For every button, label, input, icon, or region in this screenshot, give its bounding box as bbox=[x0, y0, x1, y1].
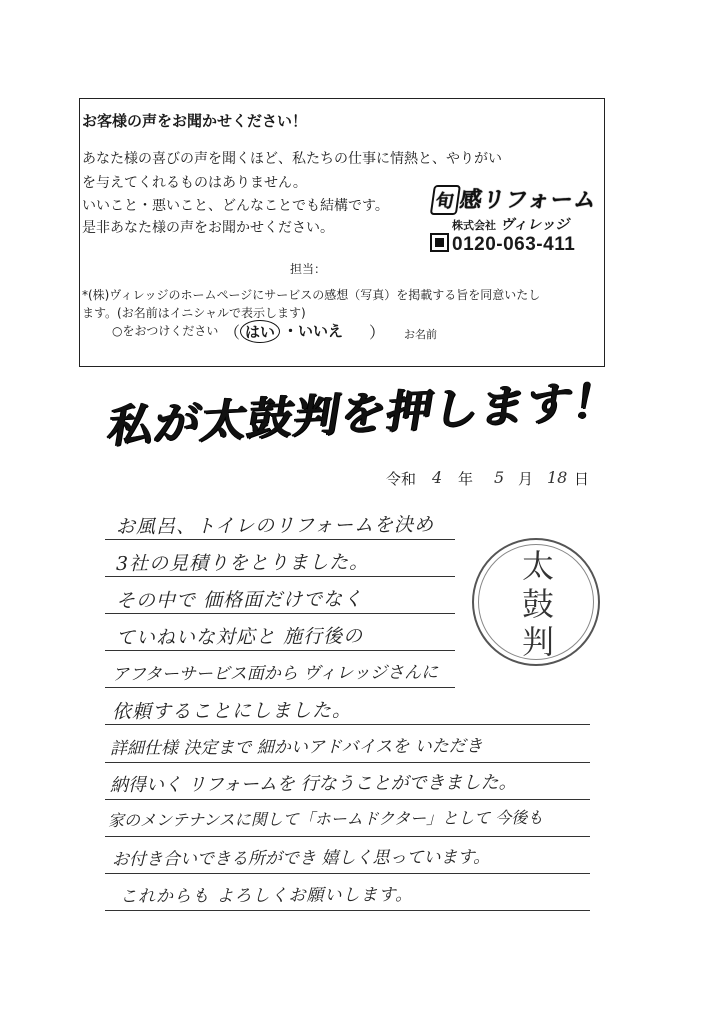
handwritten-line: お風呂、トイレのリフォームを決め bbox=[115, 513, 435, 538]
handwritten-line: 家のメンテナンスに関して「ホームドクター」として 今後も bbox=[107, 807, 544, 830]
paren-close: ） bbox=[369, 323, 386, 342]
form-title: お客様の声をお聞かせください！ bbox=[82, 112, 308, 130]
handwritten-line: アフターサービス面から ヴィレッジさんに bbox=[111, 662, 439, 685]
date-year-unit: 年 bbox=[458, 470, 474, 488]
logo-text: 感リフォーム bbox=[458, 188, 599, 213]
handwritten-line: 詳細仕様 決定まで 細かいアドバイスを いただき bbox=[109, 736, 483, 759]
paren-open: （ bbox=[224, 323, 241, 342]
ruled-line bbox=[105, 724, 590, 725]
intro-line: いいこと・悪いこと、どんなことでも結構です。 bbox=[82, 198, 389, 214]
phone-digits: 0120-063-411 bbox=[452, 234, 576, 255]
intro-line: あなた様の喜びの声を聞くほど、私たちの仕事に情熱と、やりがい bbox=[82, 151, 502, 167]
name-label: お名前 bbox=[404, 328, 437, 341]
ruled-line bbox=[105, 873, 590, 874]
consent-line: *(株)ヴィレッジのホームページにサービスの感想（写真）を掲載する旨を同意いたし bbox=[82, 288, 541, 302]
date-month-unit: 月 bbox=[518, 470, 534, 488]
handwritten-line: これからも よろしくお願いします。 bbox=[119, 884, 414, 907]
handwritten-line: その中で 価格面だけでなく bbox=[115, 588, 364, 612]
date-day: 18 bbox=[547, 468, 568, 487]
ruled-line bbox=[105, 910, 590, 911]
choice-prompt: ○をおつけください bbox=[112, 324, 219, 338]
date-day-unit: 日 bbox=[574, 470, 590, 488]
staff-label: 担当： bbox=[290, 262, 327, 276]
ruled-line bbox=[105, 539, 455, 540]
consent-line: ます。(お名前はイニシャルで表示します) bbox=[82, 306, 306, 320]
date-year: 4 bbox=[432, 468, 443, 487]
company-brand: ヴィレッジ bbox=[500, 217, 570, 233]
handwritten-line: お付き合いできる所ができ 嬉しく思っています。 bbox=[111, 847, 491, 870]
ruled-line bbox=[105, 687, 455, 688]
date-era: 令和 bbox=[386, 470, 417, 488]
intro-line: を与えてくれるものはありません。 bbox=[82, 175, 307, 191]
option-yes-circled[interactable]: はい bbox=[240, 320, 280, 343]
ruled-line bbox=[105, 836, 590, 837]
date-month: 5 bbox=[494, 468, 505, 487]
option-no[interactable]: いいえ bbox=[298, 322, 344, 340]
handwritten-line: 3社の見積りをとりました。 bbox=[115, 551, 370, 575]
company-logo bbox=[430, 183, 599, 215]
ruled-line bbox=[105, 576, 455, 577]
logo-mark: 旬 bbox=[430, 185, 461, 215]
handwritten-line: ていねいな対応と 施行後の bbox=[115, 625, 364, 649]
phone-number bbox=[430, 233, 575, 256]
stamp-char: 判 bbox=[521, 623, 554, 661]
ruled-line bbox=[105, 650, 455, 651]
stamp-char: 太 bbox=[521, 547, 554, 585]
option-separator: ・ bbox=[283, 322, 299, 340]
handwritten-line: 納得いく リフォームを 行なうことができました。 bbox=[109, 772, 517, 796]
ruled-line bbox=[105, 613, 455, 614]
company-name bbox=[452, 214, 569, 234]
headline: 私が太鼓判を押します！ bbox=[104, 373, 624, 454]
ruled-line bbox=[105, 762, 590, 763]
ruled-line bbox=[105, 799, 590, 800]
free-dial-icon bbox=[430, 233, 449, 252]
handwritten-line: 依頼することにしました。 bbox=[111, 699, 353, 723]
stamp-char: 鼓 bbox=[521, 585, 554, 623]
intro-line: 是非あなた様の声をお聞かせください。 bbox=[82, 220, 334, 236]
company-prefix: 株式会社 bbox=[452, 219, 496, 232]
